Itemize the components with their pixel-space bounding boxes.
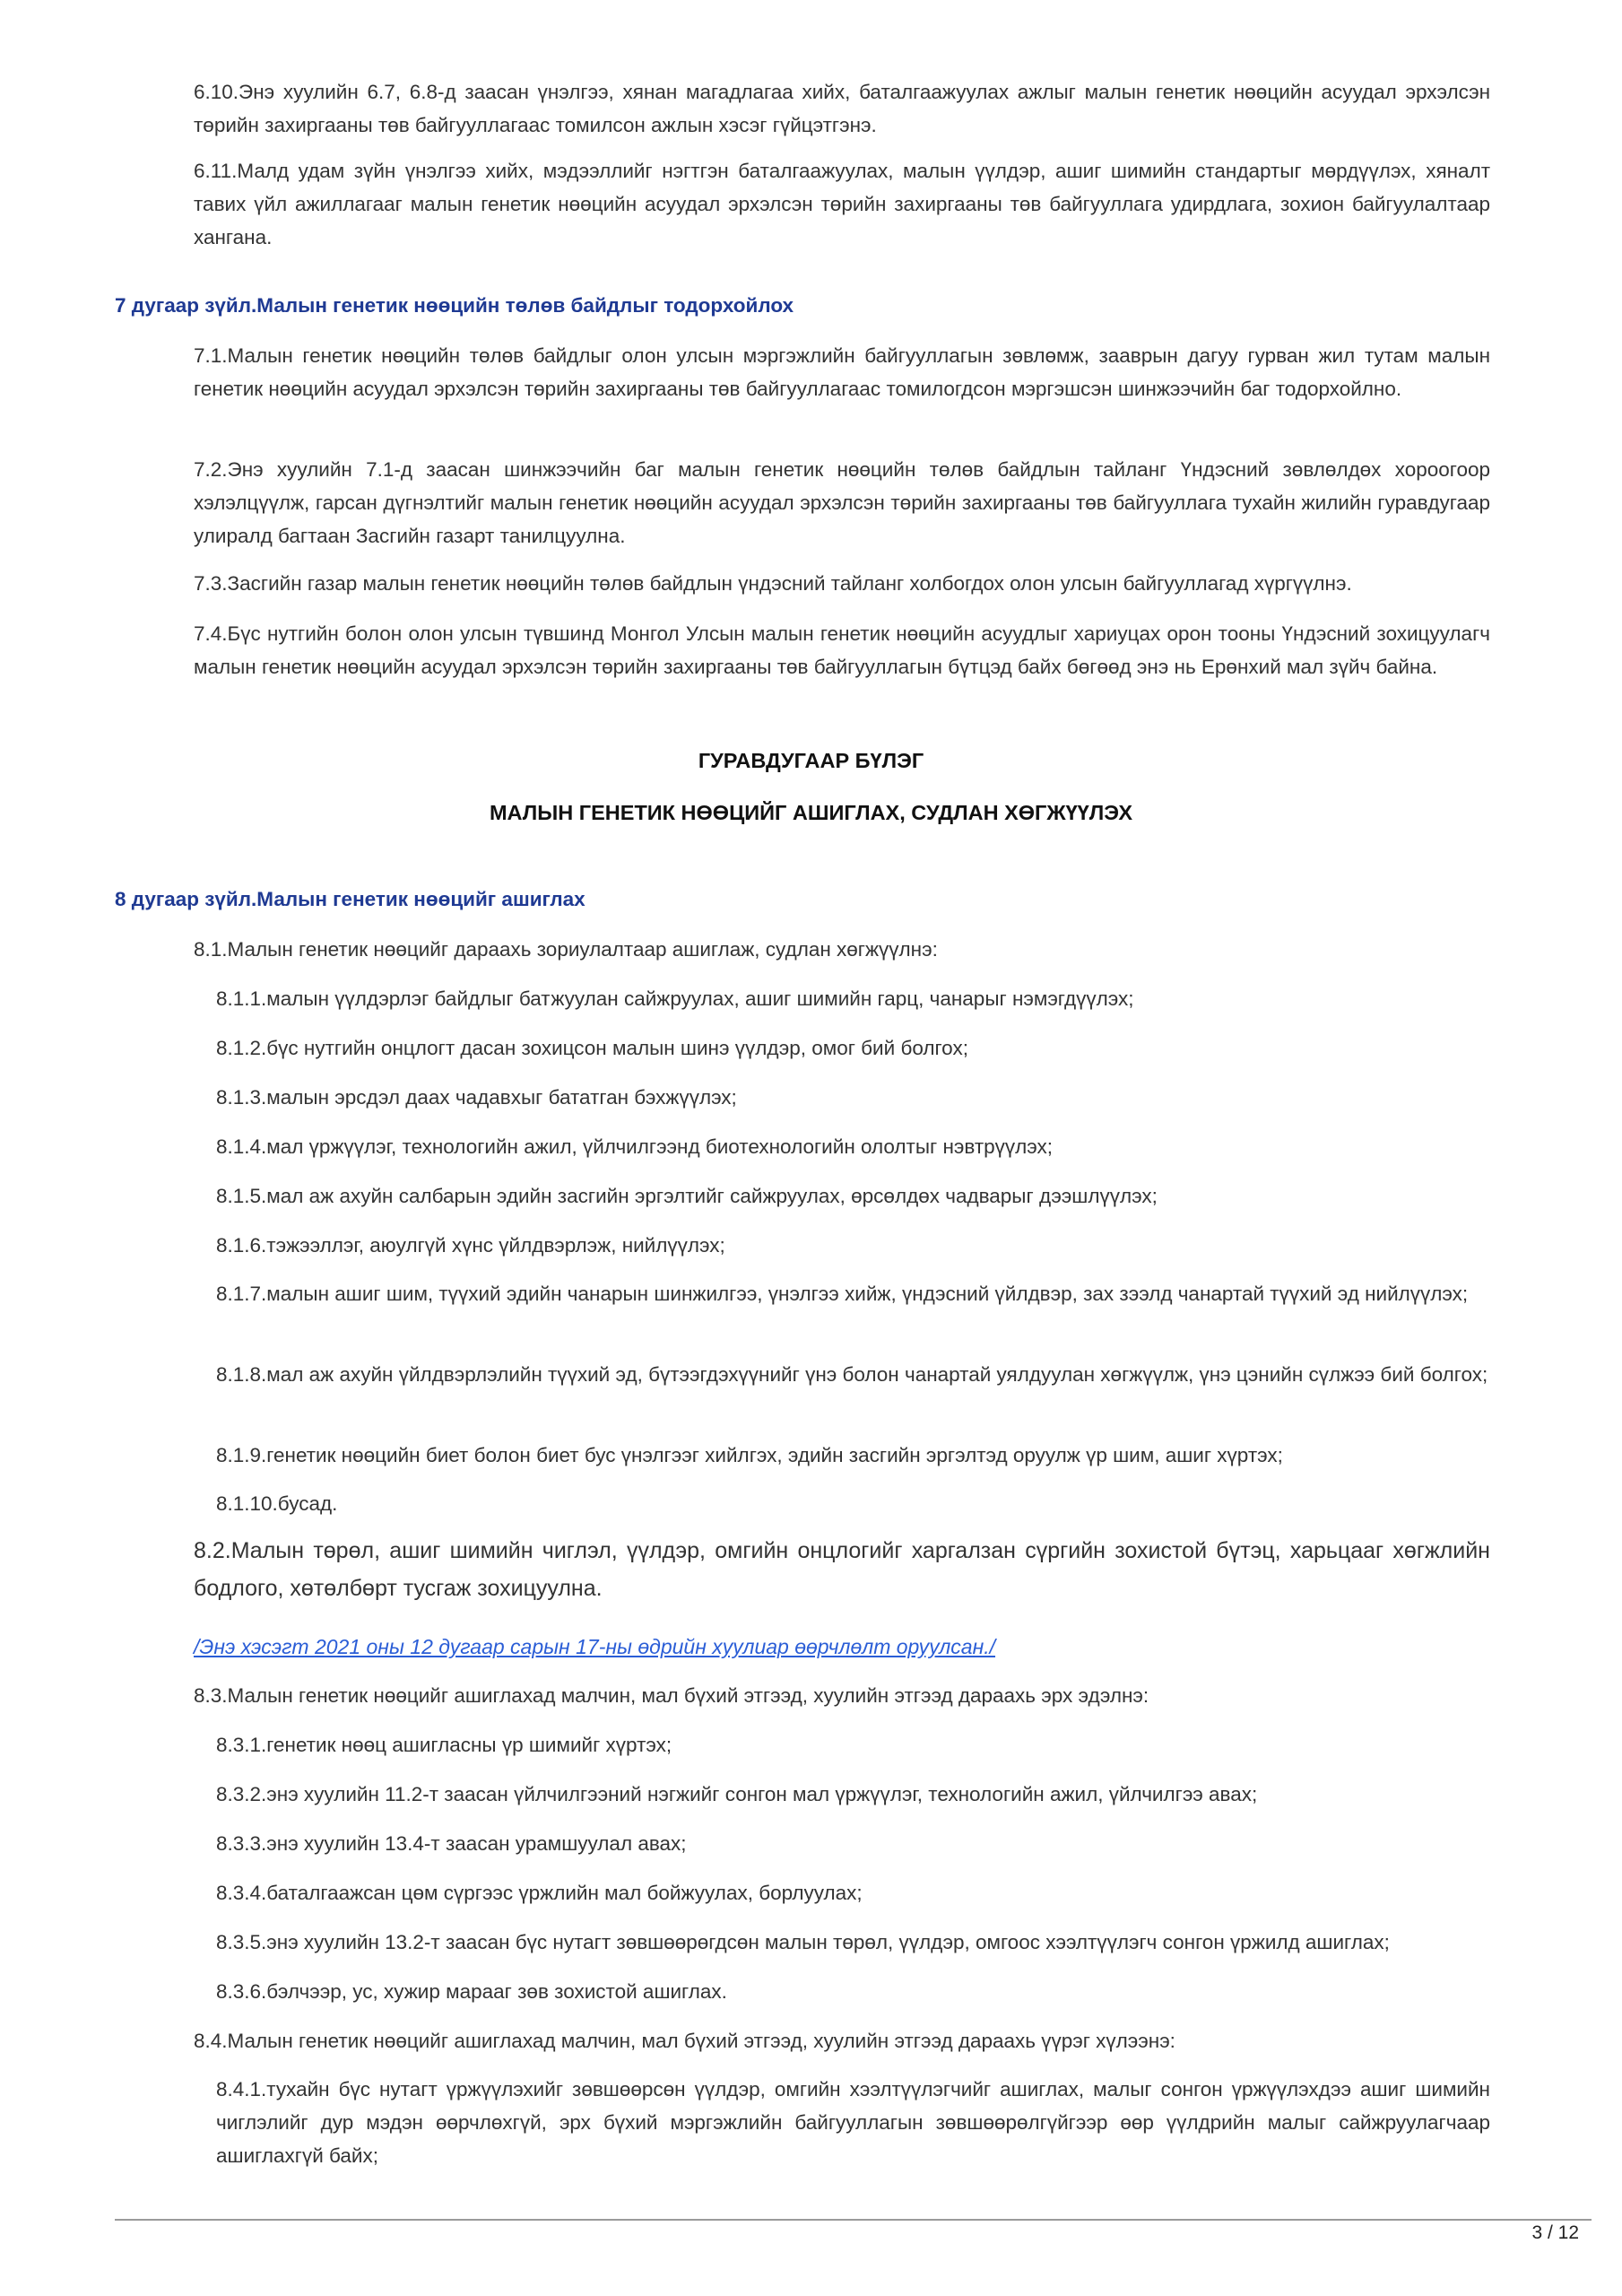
list-item-8-3-1: 8.3.1.генетик нөөц ашигласны үр шимийг хүртэх; <box>216 1734 672 1756</box>
paragraph-8-1: 8.1.Малын генетик нөөцийг дараахь зориулалтаар ашиглаж, судлан хөгжүүлнэ: <box>194 938 938 961</box>
list-item-8-4-1: 8.4.1.тухайн бүс нутагт үржүүлэхийг зөвшөөрсөн үүлдэр, омгийн хээлтүүлэгчийг ашиглах, малыг сонгон үржүүлэхдээ ашиг шимийн чиглэлийг дур мэдэн өөрчлөхгүй, эрх бүхий мэргэжлийн байгууллагын зөвшөөрөлгүйгээр өөр үүлдрийн малыг сайжруулагчаар ашиглахгүй байх; <box>216 2078 1490 2167</box>
list-item-8-1-8: 8.1.8.мал аж ахуйн үйлдвэрлэлийн түүхий эд, бүтээгдэхүүнийг үнэ болон чанартай уялдуулан хөгжүүлж, үнэ цэнийн сүлжээ бий болгох; <box>216 1363 1488 1386</box>
list-item-8-1-3: 8.1.3.малын эрсдэл даах чадавхыг бататган бэхжүүлэх; <box>216 1086 737 1109</box>
list-item-8-3-5: 8.3.5.энэ хуулийн 13.2-т заасан бүс нутагт зөвшөөрөгдсөн малын төрөл, үүлдэр, омгоос хээлтүүлэгч сонгон үржилд ашиглах; <box>216 1931 1390 1953</box>
chapter-number: ГУРАВДУГААР БҮЛЭГ <box>698 749 924 772</box>
list-item-8-1-6: 8.1.6.тэжээллэг, аюулгүй хүнс үйлдвэрлэж, нийлүүлэх; <box>216 1234 725 1257</box>
paragraph-7-4: 7.4.Бүс нутгийн болон олон улсын түвшинд Монгол Улсын малын генетик нөөцийн асуудлыг хариуцах орон тооны Үндэсний зохицуулагч малын генетик нөөцийн асуудал эрхэлсэн төрийн захиргааны төв байгууллагын бүтцэд байх бөгөөд энэ нь Ерөнхий мал зүйч байна. <box>194 622 1490 678</box>
paragraph-6-10: 6.10.Энэ хуулийн 6.7, 6.8-д заасан үнэлгээ, хянан магадлагаа хийх, баталгаажуулах ажлыг малын генетик нөөцийн асуудал эрхэлсэн төрийн захиргааны төв байгууллагаас томилсон ажлын хэсэг гүйцэтгэнэ. <box>194 81 1490 136</box>
list-item-8-1-7: 8.1.7.малын ашиг шим, түүхий эдийн чанарын шинжилгээ, үнэлгээ хийж, үндэсний үйлдвэр, зах зээлд чанартай түүхий эд нийлүүлэх; <box>216 1283 1469 1305</box>
paragraph-7-1: 7.1.Малын генетик нөөцийн төлөв байдлыг олон улсын мэргэжлийн байгууллагын зөвлөмж, зааврын дагуу гурван жил тутам малын генетик нөөцийн асуудал эрхэлсэн төрийн захиргааны төв байгууллагаас томилогдсон мэргэшсэн шинжээчийн баг тодорхойлно. <box>194 344 1490 400</box>
list-item-8-1-10: 8.1.10.бусад. <box>216 1492 338 1515</box>
list-item-8-1-4: 8.1.4.мал үржүүлэг, технологийн ажил, үйлчилгээнд биотехнологийн ололтыг нэвтрүүлэх; <box>216 1135 1054 1158</box>
list-item-8-3-3: 8.3.3.энэ хуулийн 13.4-т заасан урамшуулал авах; <box>216 1832 687 1855</box>
article-8-heading: 8 дугаар зүйл.Малын генетик нөөцийг ашиглах <box>115 888 585 910</box>
list-item-8-3-6: 8.3.6.бэлчээр, ус, хужир марааг зөв зохистой ашиглах. <box>216 1980 727 2003</box>
paragraph-6-11: 6.11.Малд удам зүйн үнэлгээ хийх, мэдээллийг нэгтгэн баталгаажуулах, малын үүлдэр, ашиг шимийн стандартыг мөрдүүлэх, хяналт тавих үйл ажиллагааг малын генетик нөөцийн асуудал эрхэлсэн төрийн захиргааны төв байгууллага удирдлага, зохион байгуулалтаар хангана. <box>194 160 1490 248</box>
list-item-8-1-2: 8.1.2.бүс нутгийн онцлогт дасан зохицсон малын шинэ үүлдэр, омог бий болгох; <box>216 1037 968 1059</box>
amendment-link[interactable]: /Энэ хэсэгт 2021 оны 12 дугаар сарын 17-ны өдрийн хуулиар өөрчлөлт оруулсан./ <box>194 1635 996 1658</box>
paragraph-7-3: 7.3.Засгийн газар малын генетик нөөцийн төлөв байдлын үндэсний тайланг холбогдох олон улсын байгууллагад хүргүүлнэ. <box>194 572 1352 595</box>
paragraph-7-2: 7.2.Энэ хуулийн 7.1-д заасан шинжээчийн баг малын генетик нөөцийн төлөв байдлын тайланг Үндэсний зөвлөлдөх хороогоор хэлэлцүүлж, гарсан дүгнэлтийг малын генетик нөөцийн асуудал эрхэлсэн төрийн захиргааны төв байгууллага тухайн жилийн гуравдугаар улиралд багтаан Засгийн газарт танилцуулна. <box>194 458 1490 547</box>
paragraph-8-4: 8.4.Малын генетик нөөцийг ашиглахад малчин, мал бүхий этгээд, хуулийн этгээд дараахь үүрэг хүлээнэ: <box>194 2030 1175 2052</box>
list-item-8-3-2: 8.3.2.энэ хуулийн 11.2-т заасан үйлчилгээний нэгжийг сонгон мал үржүүлэг, технологийн ажил, үйлчилгээ авах; <box>216 1783 1258 1805</box>
list-item-8-1-9: 8.1.9.генетик нөөцийн биет болон биет бус үнэлгээг хийлгэх, эдийн засгийн эргэлтэд оруулж үр шим, ашиг хүртэх; <box>216 1444 1283 1466</box>
chapter-title: МАЛЫН ГЕНЕТИК НӨӨЦИЙГ АШИГЛАХ, СУДЛАН ХӨГЖҮҮЛЭХ <box>489 801 1133 824</box>
paragraph-8-2: 8.2.Малын төрөл, ашиг шимийн чиглэл, үүлдэр, омгийн онцлогийг харгалзан сүргийн зохистой бүтэц, харьцааг хөгжлийн бодлого, хөтөлбөрт тусгаж зохицуулна. <box>194 1538 1490 1601</box>
page-indicator: 3 / 12 <box>1531 2222 1579 2243</box>
article-7-heading: 7 дугаар зүйл.Малын генетик нөөцийн төлөв байдлыг тодорхойлох <box>115 294 794 317</box>
paragraph-8-3: 8.3.Малын генетик нөөцийг ашиглахад малчин, мал бүхий этгээд, хуулийн этгээд дараахь эрх эдэлнэ: <box>194 1684 1149 1707</box>
list-item-8-3-4: 8.3.4.баталгаажсан цөм сүргээс үржлийн мал бойжуулах, борлуулах; <box>216 1882 863 1904</box>
list-item-8-1-1: 8.1.1.малын үүлдэрлэг байдлыг батжуулан сайжруулах, ашиг шимийн гарц, чанарыг нэмэгдүүлэх; <box>216 987 1134 1010</box>
footer-divider <box>115 2219 1592 2221</box>
list-item-8-1-5: 8.1.5.мал аж ахуйн салбарын эдийн засгийн эргэлтийг сайжруулах, өрсөлдөх чадварыг дээшлүүлэх; <box>216 1185 1158 1207</box>
